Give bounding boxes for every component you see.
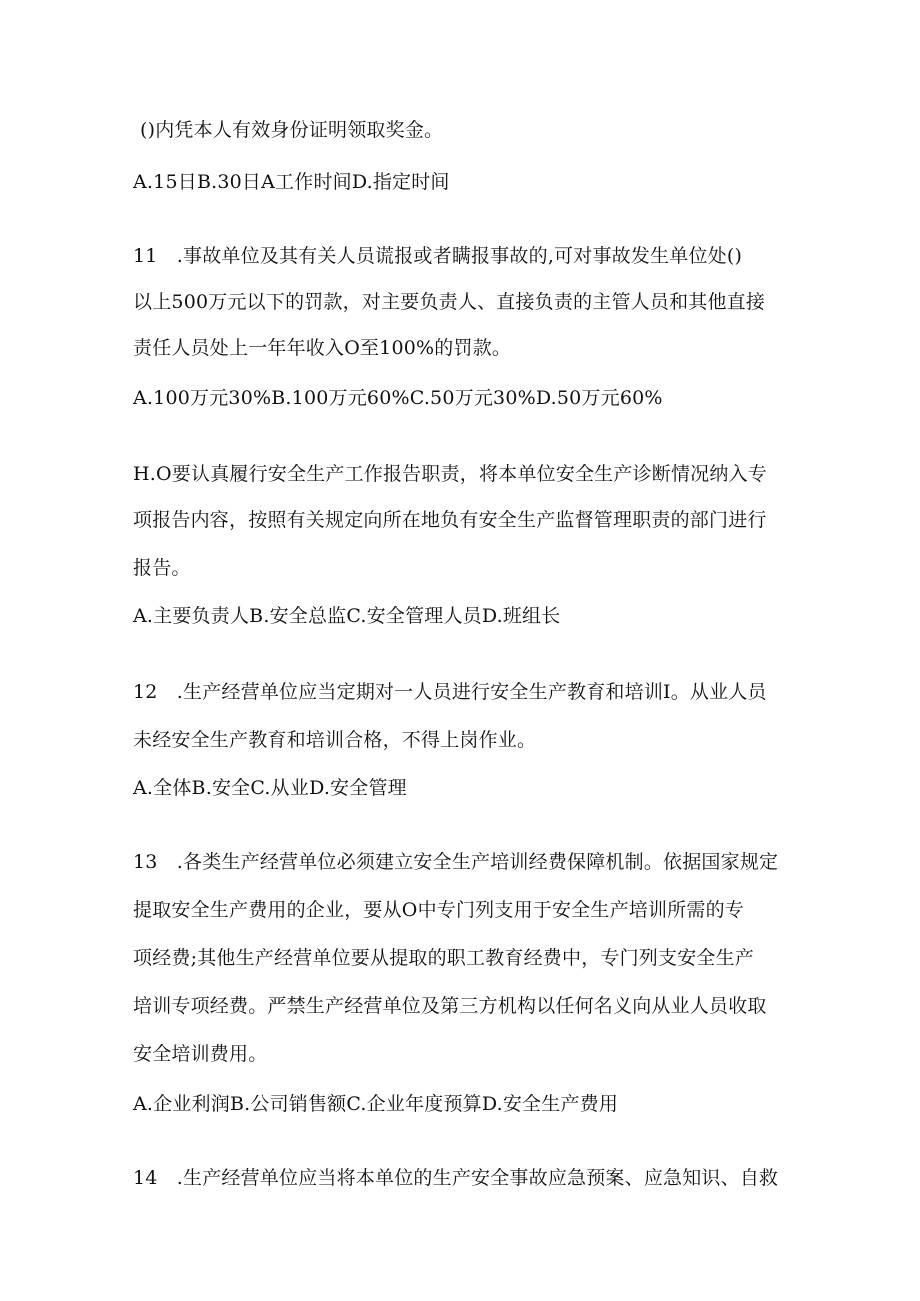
question-13-options: A.企业利润B.公司销售额C.企业年度预算D.安全生产费用 [133,1093,619,1115]
text-line-1: ()内凭本人有效身份证明领取奖金。 [140,119,444,141]
question-13-line-5: 安全培训费用。 [133,1043,268,1065]
question-13-line-3: 项经费;其他生产经营单位要从提取的职工教育经费中，专门列支安全生产 [133,947,755,969]
question-h-line-2: 项报告内容，按照有关规定向所在地负有安全生产监督管理职责的部门进行 [133,509,767,531]
question-13-line-1: 13 .各类生产经营单位必须建立安全生产培训经费保障机制。依据国家规定 [133,851,779,873]
question-11-line-1: 11 .事故单位及其有关人员谎报或者瞒报事故的,可对事故发生单位处() [133,245,743,267]
text-line-2: A.15日B.30日A工作时间D.指定时间 [133,171,450,193]
question-h-line-1: H.O要认真履行安全生产工作报告职责，将本单位安全生产诊断情况纳入专 [133,463,767,485]
question-12-line-1: 12 .生产经营单位应当定期对一人员进行安全生产教育和培训I。从业人员 [133,681,767,703]
question-11-line-2: 以上500万元以下的罚款，对主要负责人、直接负责的主管人员和其他直接 [133,291,766,313]
question-h-line-3: 报告。 [133,557,191,579]
question-13-line-4: 培训专项经费。严禁生产经营单位及第三方机构以任何名义向从业人员收取 [133,995,767,1017]
question-13-line-2: 提取安全生产费用的企业，要从O中专门列支用于安全生产培训所需的专 [133,899,744,921]
question-12-options: A.全体B.安全C.从业D.安全管理 [133,777,407,799]
question-14-line-1: 14 .生产经营单位应当将本单位的生产安全事故应急预案、应急知识、自救 [133,1167,779,1189]
question-12-line-2: 未经安全生产教育和培训合格，不得上岗作业。 [133,729,537,751]
question-h-options: A.主要负责人B.安全总监C.安全管理人员D.班组长 [133,605,561,627]
question-11-options: A.100万元30%B.100万元60%C.50万元30%D.50万元60% [133,387,663,409]
question-11-line-3: 责任人员处上一年年收入O至100%的罚款。 [133,337,512,359]
